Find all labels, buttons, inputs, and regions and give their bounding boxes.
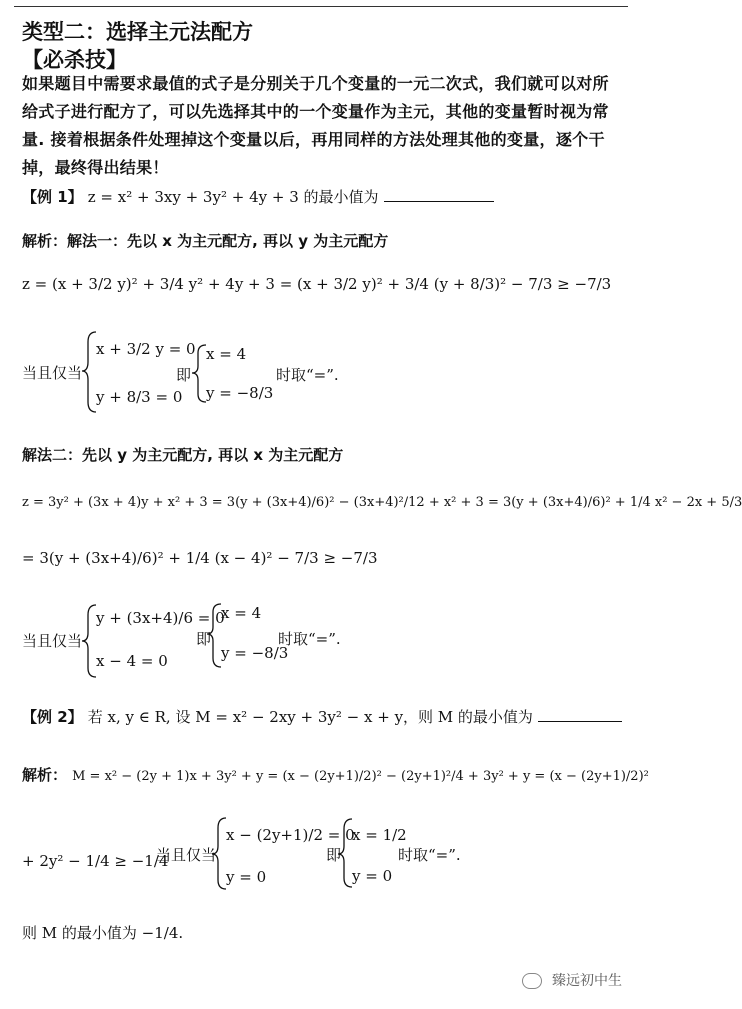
- section-subtitle: 【必杀技】: [22, 48, 127, 72]
- watermark-text: 臻远初中生: [552, 973, 622, 989]
- example2-solution: [22, 764, 649, 785]
- condition2-eq-a: y + (3x+4)/6 = 0: [96, 609, 225, 627]
- condition-prefix: 当且仅当: [22, 364, 83, 382]
- condition2-eq-b: x − 4 = 0: [96, 652, 168, 670]
- condition1-eq-a: x + 3/2 y = 0: [96, 340, 196, 358]
- example1-equation-2: z = 3y² + (3x + 4)y + x² + 3 = 3(y + (3x+4)/6)² − (3x+4)²/12 + x² + 3 = 3(y + (3x+4)/6)² + 1/4 x² − 2x + 5/3: [22, 495, 742, 510]
- section-title: 类型二：选择主元法配方: [22, 20, 253, 44]
- wechat-icon: [522, 973, 542, 989]
- condition1-eq-d: y = −8/3: [206, 384, 274, 402]
- condition1-mid: 即: [176, 366, 192, 384]
- example2-equation-1: M = x² − (2y + 1)x + 3y² + y = (x − (2y+1)/2)² − (2y+1)²/4 + 3y² + y = (x − (2y+1)/2)²: [72, 769, 649, 784]
- condition2-mid: 即: [196, 630, 212, 648]
- condition2-suffix: 时取“=”.: [278, 630, 341, 648]
- example1-equation-3: = 3(y + (3x+4)/6)² + 1/4 (x − 4)² − 7/3 ≥ −7/3: [22, 549, 378, 567]
- answer-blank: [538, 707, 622, 722]
- condition3-eq-b: y = 0: [226, 868, 267, 886]
- condition2-eq-c: x = 4: [221, 604, 262, 622]
- condition3-eq-c: x = 1/2: [352, 826, 407, 844]
- condition1-eq-b: y + 8/3 = 0: [96, 388, 183, 406]
- condition3-suffix: 时取“=”.: [398, 846, 461, 864]
- condition3-eq-a: x − (2y+1)/2 = 0: [226, 826, 355, 844]
- condition1-eq-c: x = 4: [206, 345, 247, 363]
- condition1-suffix: 时取“=”.: [276, 366, 339, 384]
- condition2-eq-d: y = −8/3: [221, 644, 289, 662]
- example2-expression: 若 x, y ∈ R, 设 M = x² − 2xy + 3y² − x + y，则 M 的最小值为: [87, 708, 533, 726]
- condition-prefix: 当且仅当: [156, 846, 217, 864]
- watermark: [522, 970, 622, 990]
- intro-paragraph: 如果题目中需要求最值的式子是分别关于几个变量的一元二次式，我们就可以对所给式子进行配方了，可以先选择其中的一个变量作为主元，其他的变量暂时视为常量. 接着根据条件处理掉这个变量以后，再用同样的方法处理其他的变量，逐个干掉，最终得出结果！: [22, 74, 609, 177]
- example1-label: 【例 1】: [22, 188, 83, 206]
- example2-label: 【例 2】: [22, 708, 83, 726]
- example1-equation-1: z = (x + 3/2 y)² + 3/4 y² + 4y + 3 = (x + 3/2 y)² + 3/4 (y + 8/3)² − 7/3 ≥ −7/3: [22, 275, 612, 293]
- example1-expression: z = x² + 3xy + 3y² + 4y + 3 的最小值为: [87, 188, 379, 206]
- example2-conclusion: 则 M 的最小值为 −1/4.: [22, 924, 184, 942]
- example1-solution-label: 解析：解法一：先以 x 为主元配方, 再以 y 为主元配方: [22, 232, 389, 250]
- condition3-mid: 即: [326, 846, 342, 864]
- example2-solution-label: 解析：: [22, 766, 68, 784]
- example2-question: [22, 706, 622, 727]
- condition3-eq-d: y = 0: [352, 867, 393, 885]
- example1-solution2-label: 解法二：先以 y 为主元配方, 再以 x 为主元配方: [22, 446, 344, 464]
- example2-equation-2: + 2y² − 1/4 ≥ −1/4: [22, 852, 169, 870]
- condition-prefix: 当且仅当: [22, 632, 83, 650]
